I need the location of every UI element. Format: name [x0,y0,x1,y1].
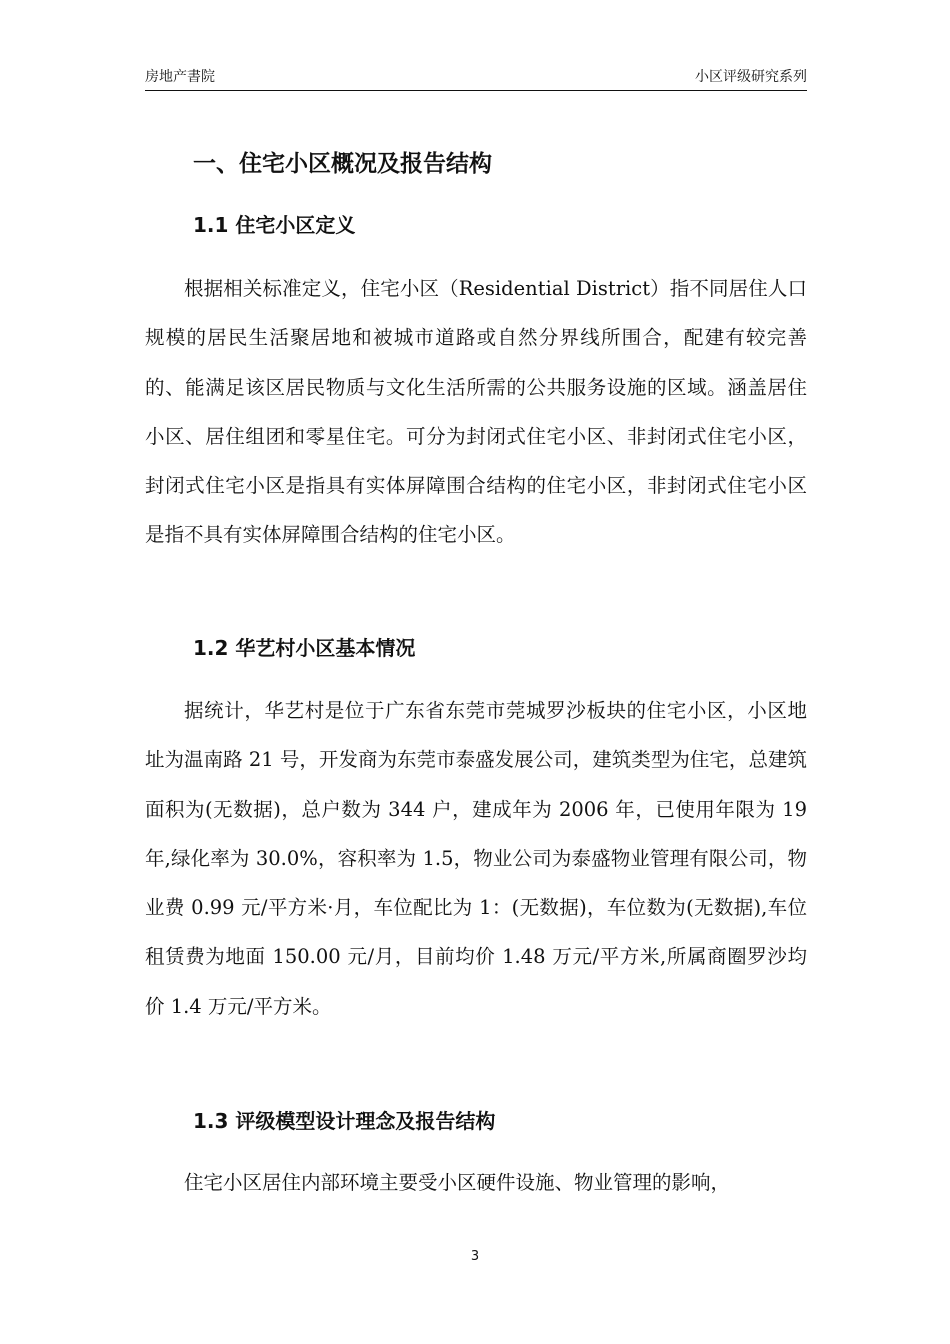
header-series-title: 小区评级研究系列 [695,69,807,85]
page-header [145,68,807,91]
section-heading-1-3: 1.3 评级模型设计理念及报告结构 [193,1109,496,1133]
section-heading-1-2: 1.2 华艺村小区基本情况 [193,636,416,660]
section-paragraph-1-3: 住宅小区居住内部环境主要受小区硬件设施、物业管理的影响， [184,1171,731,1194]
page-number: 3 [470,1249,480,1264]
header-publisher: 房地产書院 [145,69,215,85]
chapter-title: 一、住宅小区概况及报告结构 [193,151,492,177]
section-paragraph-1-1: 根据相关标准定义，住宅小区（Residential District）指不同居住人口规模的居民生活聚居地和被城市道路或自然分界线所围合，配建有较完善的、能满足该区居民物质与文化生活所需的公共服务设施的区域。涵盖居住小区、居住组团和零星住宅。可分为封闭式住宅小区、非封闭式住宅小区，封闭式住宅小区是指具有实体屏障围合结构的住宅小区，非封闭式住宅小区是指不具有实体屏障围合结构的住宅小区。 [145,277,807,547]
section-paragraph-1-2: 据统计，华艺村是位于广东省东莞市莞城罗沙板块的住宅小区，小区地址为温南路 21 号，开发商为东莞市泰盛发展公司，建筑类型为住宅，总建筑面积为(无数据)，总户数为 344 户，建成年为 2006 年，已使用年限为 19 年,绿化率为 30.0%，容积率为 1.5，物业公司为泰盛物业管理有限公司，物业费 0.99 元/平方米·月，车位配比为 1：(无数据)，车位数为(无数据),车位租赁费为地面 150.00 元/月，目前均价 1.48 万元/平方米,所属商圈罗沙均价 1.4 万元/平方米。 [145,699,807,1018]
section-heading-1-1: 1.1 住宅小区定义 [193,213,356,237]
